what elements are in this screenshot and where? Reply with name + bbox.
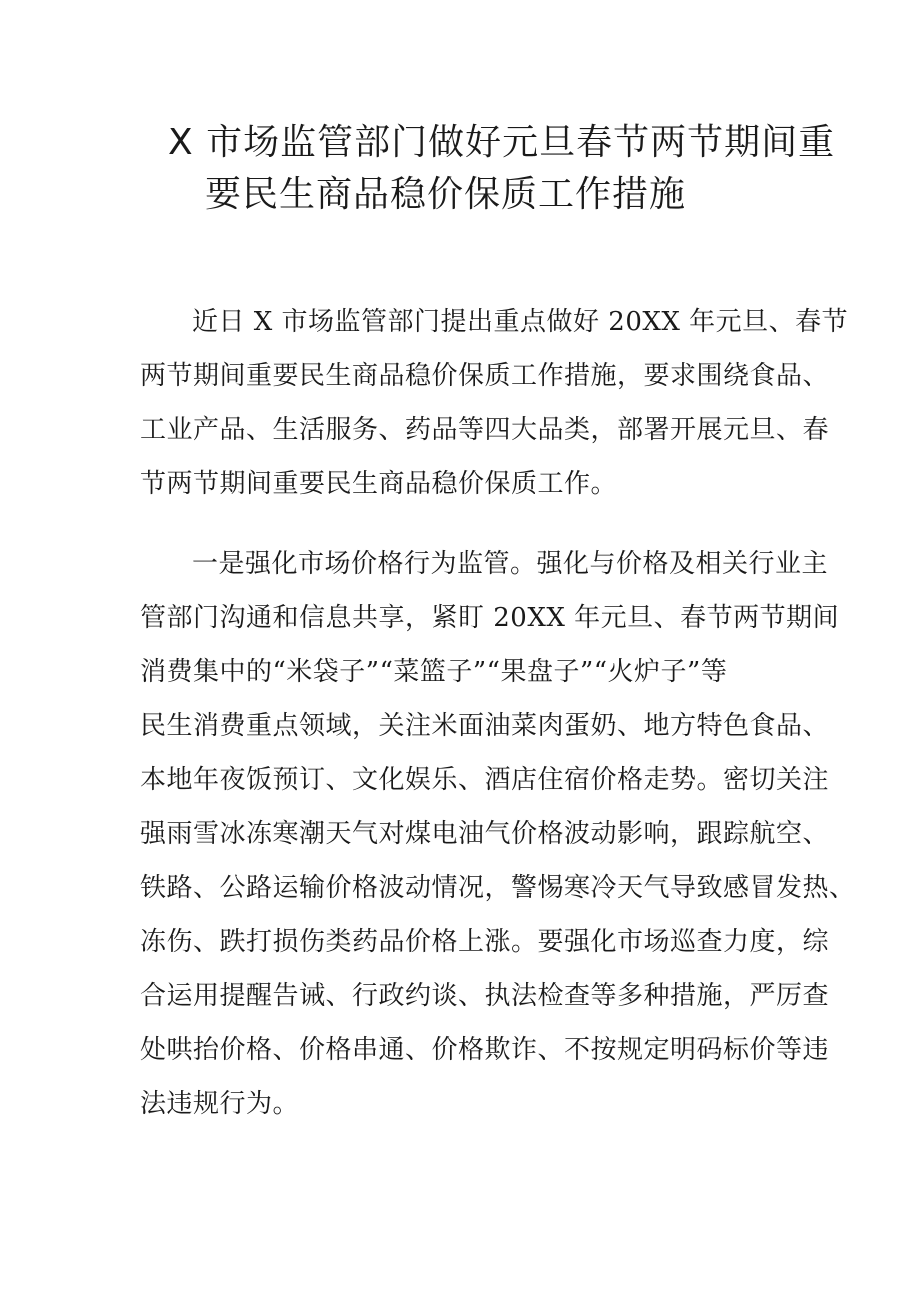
paragraph-line: 法违规行为。 (140, 1089, 300, 1119)
paragraph-line: 强雨雪冰冻寒潮天气对煤电油气价格波动影响，跟踪航空、 (140, 819, 830, 849)
paragraph-line: 消费集中的“米袋子”“菜篮子”“果盘子”“火炉子”等 (140, 657, 728, 687)
paragraph-line: 冻伤、跌打损伤类药品价格上涨。要强化市场巡查力度，综 (140, 927, 830, 957)
paragraph-line: 合运用提醒告诫、行政约谈、执法检查等多种措施，严厉查 (140, 981, 830, 1011)
document-title-line-1: X 市场监管部门做好元旦春节两节期间重 (168, 122, 836, 163)
paragraph-line: 两节期间重要民生商品稳价保质工作措施，要求围绕食品、 (140, 361, 830, 391)
paragraph-line: 工业产品、生活服务、药品等四大品类，部署开展元旦、春 (140, 415, 830, 445)
paragraph-line: 近日 X 市场监管部门提出重点做好 20XX 年元旦、春节 (192, 307, 849, 337)
paragraph-line: 处哄抬价格、价格串通、价格欺诈、不按规定明码标价等违 (140, 1035, 830, 1065)
paragraph-line: 本地年夜饭预订、文化娱乐、酒店住宿价格走势。密切关注 (140, 765, 830, 795)
paragraph-line: 一是强化市场价格行为监管。强化与价格及相关行业主 (192, 549, 829, 579)
paragraph-line: 管部门沟通和信息共享，紧盯 20XX 年元旦、春节两节期间 (140, 603, 840, 633)
document-title-line-2: 要民生商品稳价保质工作措施 (205, 174, 687, 215)
paragraph-line: 铁路、公路运输价格波动情况，警惕寒冷天气导致感冒发热、 (140, 873, 856, 903)
paragraph-line: 民生消费重点领域，关注米面油菜肉蛋奶、地方特色食品、 (140, 711, 830, 741)
paragraph-line: 节两节期间重要民生商品稳价保质工作。 (140, 469, 618, 499)
